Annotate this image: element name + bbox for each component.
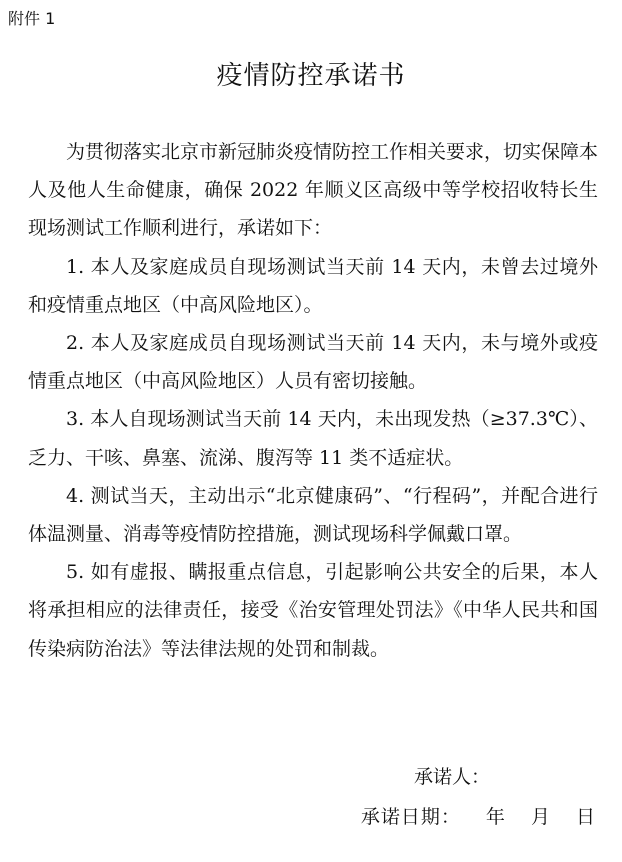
- attachment-label: 附件 1: [8, 9, 56, 28]
- document-title: 疫情防控承诺书: [216, 61, 406, 91]
- commitment-item-3: 3. 本人自现场测试当天前 14 天内，未出现发热（≥37.3℃）、乏力、干咳、鼻塞、流涕、腹泻等 11 类不适症状。: [28, 408, 598, 469]
- commitment-body: [28, 133, 598, 668]
- promiser-signature-label: 承诺人：: [413, 766, 490, 788]
- commitment-item-4: 4. 测试当天，主动出示“北京健康码”、“行程码”，并配合进行体温测量、消毒等疫情防控措施，测试现场科学佩戴口罩。: [28, 484, 598, 546]
- commitment-item-1: 1. 本人及家庭成员自现场测试当天前 14 天内，未曾去过境外和疫情重点地区（中高风险地区）。: [28, 255, 598, 316]
- commitment-item-5: 5. 如有虚报、瞒报重点信息，引起影响公共安全的后果，本人将承担相应的法律责任，接受《治安管理处罚法》《中华人民共和国传染病防治法》等法律法规的处罚和制裁。: [28, 561, 598, 660]
- intro-paragraph: 为贯彻落实北京市新冠肺炎疫情防控工作相关要求，切实保障本人及他人生命健康，确保 2022 年顺义区高级中等学校招收特长生现场测试工作顺利进行，承诺如下：: [28, 141, 599, 240]
- commitment-item-2: 2. 本人及家庭成员自现场测试当天前 14 天内，未与境外或疫情重点地区（中高风险地区）人员有密切接触。: [28, 332, 598, 393]
- promise-date-label: 承诺日期： 年 月 日: [360, 806, 596, 828]
